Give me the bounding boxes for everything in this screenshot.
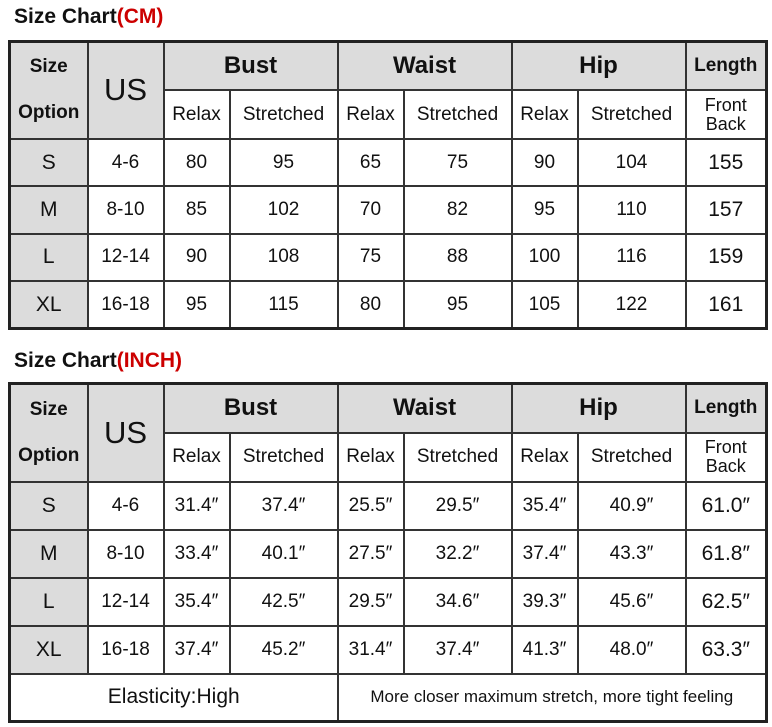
bust-stretched-header: Stretched [230, 90, 338, 139]
table-row [10, 186, 767, 233]
size-chart-cm-table [8, 40, 768, 330]
hip-header: Hip [512, 42, 686, 91]
bust-relax-header: Relax [164, 433, 230, 482]
us-header: US [88, 42, 164, 139]
us-cell: 12-14 [88, 578, 164, 626]
table-row [10, 530, 767, 578]
bust-relax-cell: 31.4″ [164, 482, 230, 530]
waist-header: Waist [338, 42, 512, 91]
bust-relax-cell: 85 [164, 186, 230, 233]
bust-stretched-cell: 102 [230, 186, 338, 233]
bust-relax-cell: 35.4″ [164, 578, 230, 626]
hip-relax-cell: 105 [512, 281, 578, 328]
table-row [10, 281, 767, 328]
size-cell: M [10, 530, 88, 578]
length-cell: 61.0″ [686, 482, 767, 530]
size-chart-inch-heading [14, 348, 182, 374]
size-cell: S [10, 482, 88, 530]
waist-stretched-cell: 32.2″ [404, 530, 512, 578]
hip-relax-cell: 41.3″ [512, 626, 578, 674]
bust-stretched-header: Stretched [230, 433, 338, 482]
length-cell: 63.3″ [686, 626, 767, 674]
us-cell: 16-18 [88, 626, 164, 674]
hip-relax-header: Relax [512, 90, 578, 139]
hip-stretched-cell: 110 [578, 186, 686, 233]
waist-relax-cell: 31.4″ [338, 626, 404, 674]
hip-stretched-cell: 40.9″ [578, 482, 686, 530]
bust-relax-cell: 95 [164, 281, 230, 328]
elasticity-description-cell: More closer maximum stretch, more tight feeling [338, 674, 767, 722]
size-chart-cm-heading [14, 4, 163, 30]
bust-stretched-cell: 40.1″ [230, 530, 338, 578]
hip-stretched-cell: 48.0″ [578, 626, 686, 674]
length-cell: 157 [686, 186, 767, 233]
heading-text: Size Chart [14, 5, 117, 28]
bust-stretched-cell: 108 [230, 234, 338, 281]
hip-relax-cell: 95 [512, 186, 578, 233]
elasticity-cell: Elasticity:High [10, 674, 338, 722]
waist-stretched-header: Stretched [404, 90, 512, 139]
hip-stretched-cell: 45.6″ [578, 578, 686, 626]
table-row [10, 482, 767, 530]
length-cell: 159 [686, 234, 767, 281]
waist-stretched-cell: 88 [404, 234, 512, 281]
length-cell: 61.8″ [686, 530, 767, 578]
waist-stretched-header: Stretched [404, 433, 512, 482]
waist-relax-cell: 80 [338, 281, 404, 328]
waist-relax-header: Relax [338, 433, 404, 482]
us-cell: 12-14 [88, 234, 164, 281]
table-row [10, 578, 767, 626]
waist-stretched-cell: 29.5″ [404, 482, 512, 530]
waist-relax-header: Relax [338, 90, 404, 139]
us-cell: 4-6 [88, 482, 164, 530]
length-header: Length [686, 42, 767, 91]
length-header: Length [686, 384, 767, 433]
us-cell: 8-10 [88, 186, 164, 233]
hip-relax-cell: 39.3″ [512, 578, 578, 626]
hip-stretched-cell: 104 [578, 139, 686, 186]
waist-relax-cell: 25.5″ [338, 482, 404, 530]
hip-stretched-cell: 116 [578, 234, 686, 281]
length-front-back-header: Front Back [686, 433, 767, 482]
table-header-row [10, 384, 767, 433]
us-cell: 8-10 [88, 530, 164, 578]
size-cell: XL [10, 626, 88, 674]
waist-relax-cell: 75 [338, 234, 404, 281]
size-chart-inch-table [8, 382, 768, 723]
size-cell: XL [10, 281, 88, 328]
size-cell: L [10, 578, 88, 626]
us-cell: 16-18 [88, 281, 164, 328]
us-cell: 4-6 [88, 139, 164, 186]
bust-stretched-cell: 42.5″ [230, 578, 338, 626]
hip-header: Hip [512, 384, 686, 433]
heading-unit: (INCH) [116, 349, 183, 372]
bust-header: Bust [164, 384, 338, 433]
size-cell: M [10, 186, 88, 233]
us-header: US [88, 384, 164, 482]
hip-relax-cell: 90 [512, 139, 578, 186]
length-cell: 161 [686, 281, 767, 328]
length-cell: 62.5″ [686, 578, 767, 626]
waist-relax-cell: 70 [338, 186, 404, 233]
elasticity-row [10, 674, 767, 722]
waist-stretched-cell: 34.6″ [404, 578, 512, 626]
bust-stretched-cell: 115 [230, 281, 338, 328]
length-cell: 155 [686, 139, 767, 186]
bust-relax-cell: 33.4″ [164, 530, 230, 578]
waist-header: Waist [338, 384, 512, 433]
waist-stretched-cell: 82 [404, 186, 512, 233]
table-row [10, 626, 767, 674]
hip-relax-cell: 100 [512, 234, 578, 281]
waist-relax-cell: 65 [338, 139, 404, 186]
size-cell: L [10, 234, 88, 281]
bust-stretched-cell: 45.2″ [230, 626, 338, 674]
hip-stretched-header: Stretched [578, 433, 686, 482]
hip-stretched-cell: 43.3″ [578, 530, 686, 578]
bust-relax-cell: 90 [164, 234, 230, 281]
heading-text: Size Chart [14, 349, 117, 372]
table-row [10, 234, 767, 281]
size-option-header: Size Option [10, 384, 88, 482]
table-row [10, 139, 767, 186]
hip-relax-cell: 37.4″ [512, 530, 578, 578]
bust-relax-cell: 80 [164, 139, 230, 186]
waist-stretched-cell: 37.4″ [404, 626, 512, 674]
hip-relax-cell: 35.4″ [512, 482, 578, 530]
table-header-row [10, 42, 767, 91]
waist-stretched-cell: 75 [404, 139, 512, 186]
size-option-header: Size Option [10, 42, 88, 139]
hip-stretched-header: Stretched [578, 90, 686, 139]
waist-relax-cell: 29.5″ [338, 578, 404, 626]
length-front-back-header: Front Back [686, 90, 767, 139]
size-cell: S [10, 139, 88, 186]
bust-relax-header: Relax [164, 90, 230, 139]
bust-stretched-cell: 37.4″ [230, 482, 338, 530]
waist-stretched-cell: 95 [404, 281, 512, 328]
waist-relax-cell: 27.5″ [338, 530, 404, 578]
hip-relax-header: Relax [512, 433, 578, 482]
hip-stretched-cell: 122 [578, 281, 686, 328]
bust-relax-cell: 37.4″ [164, 626, 230, 674]
bust-stretched-cell: 95 [230, 139, 338, 186]
bust-header: Bust [164, 42, 338, 91]
heading-unit: (CM) [116, 5, 164, 28]
